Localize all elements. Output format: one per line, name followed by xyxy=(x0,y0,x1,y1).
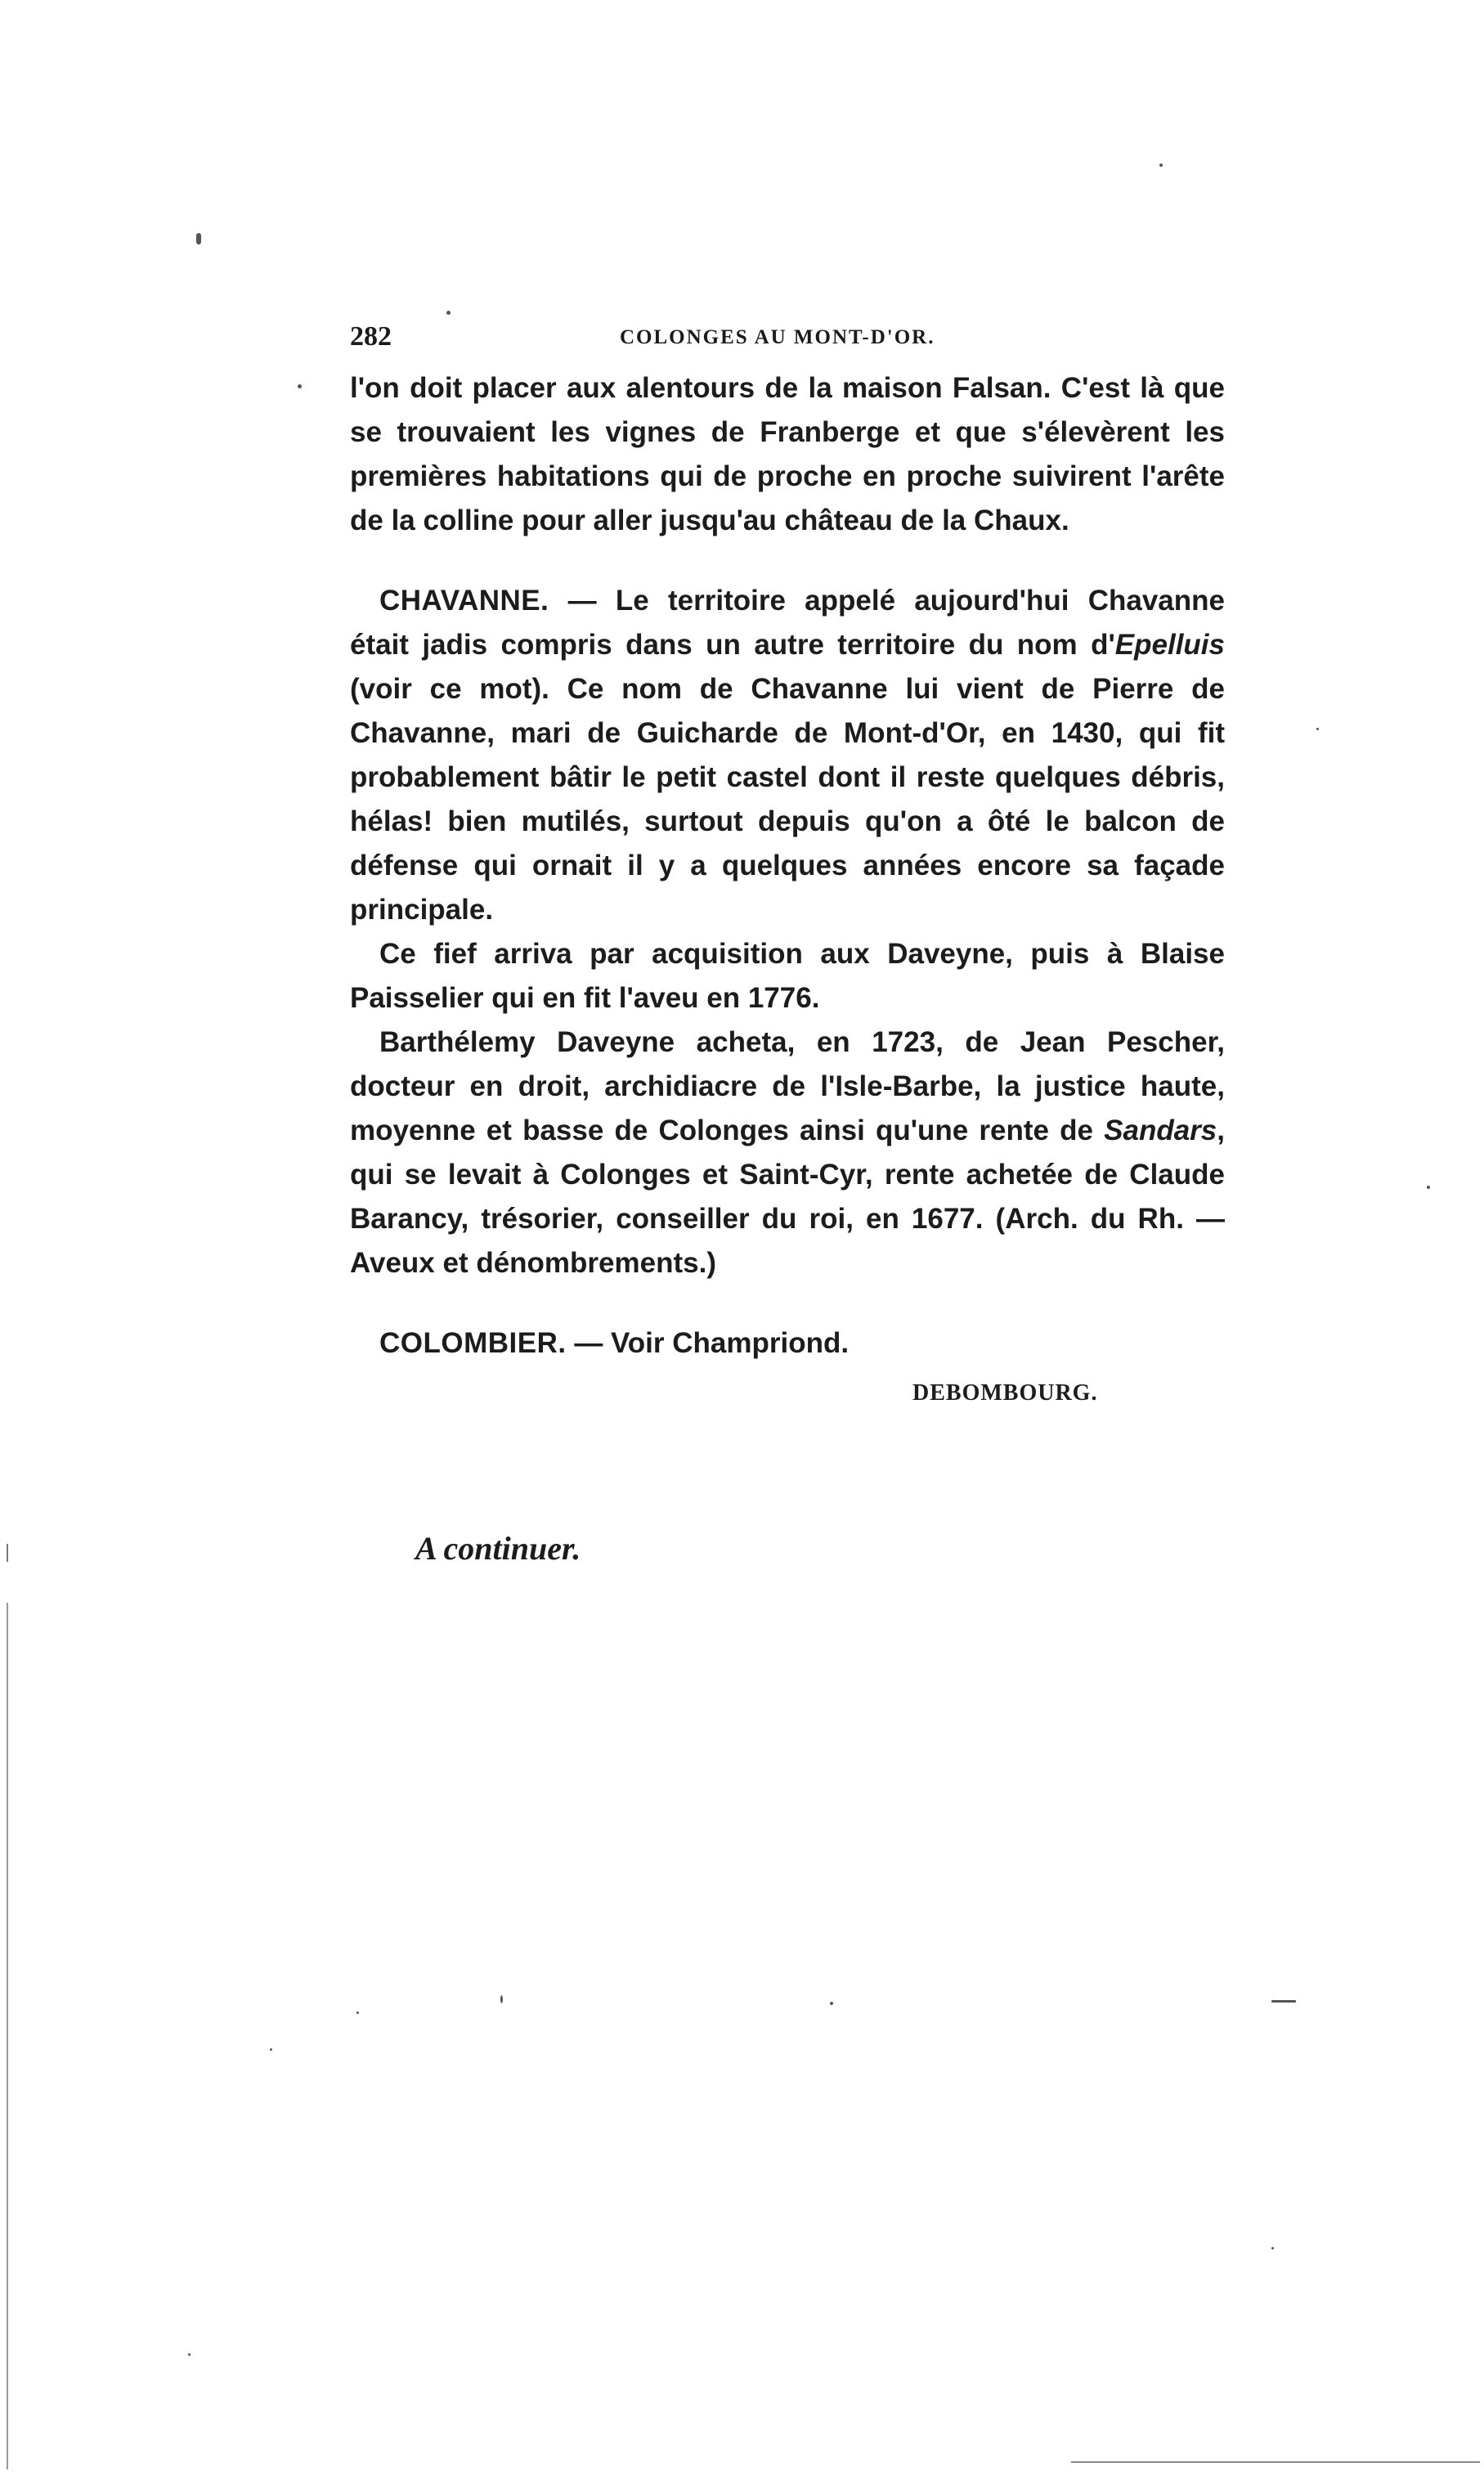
body-text xyxy=(350,366,1225,1366)
scan-edge-line xyxy=(1071,2461,1480,2463)
to-be-continued-note: A continuer. xyxy=(415,1530,581,1567)
paragraph-falsan: l'on doit placer aux alentours de la maison Falsan. C'est là que se trouvaient les vignes de Franberge et que s'élevèrent les premières habitations qui de proche en proche suivirent l'arête de la colline pour aller jusqu'au château de la Chaux. xyxy=(350,372,1225,536)
scan-speck xyxy=(1316,728,1319,730)
scan-speck xyxy=(1427,1186,1430,1189)
scan-speck xyxy=(1271,2247,1274,2249)
author-signature: DEBOMBOURG. xyxy=(912,1380,1098,1406)
scan-speck xyxy=(500,1995,503,2003)
scan-speck xyxy=(1159,164,1163,167)
running-title: COLONGES AU MONT-D'OR. xyxy=(620,326,935,348)
italic-epelluis: Epelluis xyxy=(1114,629,1225,661)
scan-speck xyxy=(446,311,451,315)
scan-speck xyxy=(830,2002,833,2005)
page-number: 282 xyxy=(350,321,392,352)
scan-speck xyxy=(356,2012,359,2014)
scan-speck xyxy=(270,2048,272,2051)
running-head xyxy=(350,321,1225,362)
scan-speck xyxy=(298,384,302,388)
paragraph-chavanne: CHAVANNE. — Le territoire appelé aujourd'hui Chavanne était jadis compris dans un autre territoire du nom d'Epelluis (voir ce mot). Ce nom de Chavanne lui vient de Pierre de Chavanne, mari de Guicharde de Mont-d'Or, en 1430, qui fit probablement bâtir le petit castel dont il reste quelques débris, hélas! bien mutilés, surtout depuis qu'on a ôté le balcon de défense qui ornait il y a quelques années encore sa façade principale. xyxy=(350,585,1225,926)
scan-speck xyxy=(196,233,201,244)
italic-sandars: Sandars xyxy=(1104,1115,1217,1146)
scan-speck xyxy=(188,2353,191,2356)
entry-heading-chavanne: CHAVANNE. xyxy=(379,585,549,617)
scan-edge-line xyxy=(7,1544,8,1562)
entry-heading-colombier: COLOMBIER. xyxy=(379,1327,567,1359)
paragraph-colombier: COLOMBIER. — Voir Champriond. xyxy=(379,1327,850,1359)
paragraph-daveyne: Barthélemy Daveyne acheta, en 1723, de Jean Pescher, docteur en droit, archidiacre de l'Isle-Barbe, la justice haute, moyenne et basse de Colonges ainsi qu'une rente de Sandars, qui se levait à Colonges et Saint-Cyr, rente achetée de Claude Barancy, trésorier, conseiller du roi, en 1677. (Arch. du Rh. — Aveux et dénombrements.) xyxy=(350,1026,1225,1279)
scan-speck xyxy=(1271,2000,1296,2003)
paragraph-fief: Ce fief arriva par acquisition aux Daveyne, puis à Blaise Paisselier qui en fit l'aveu en 1776. xyxy=(350,938,1225,1014)
scan-edge-line xyxy=(7,1603,8,2469)
